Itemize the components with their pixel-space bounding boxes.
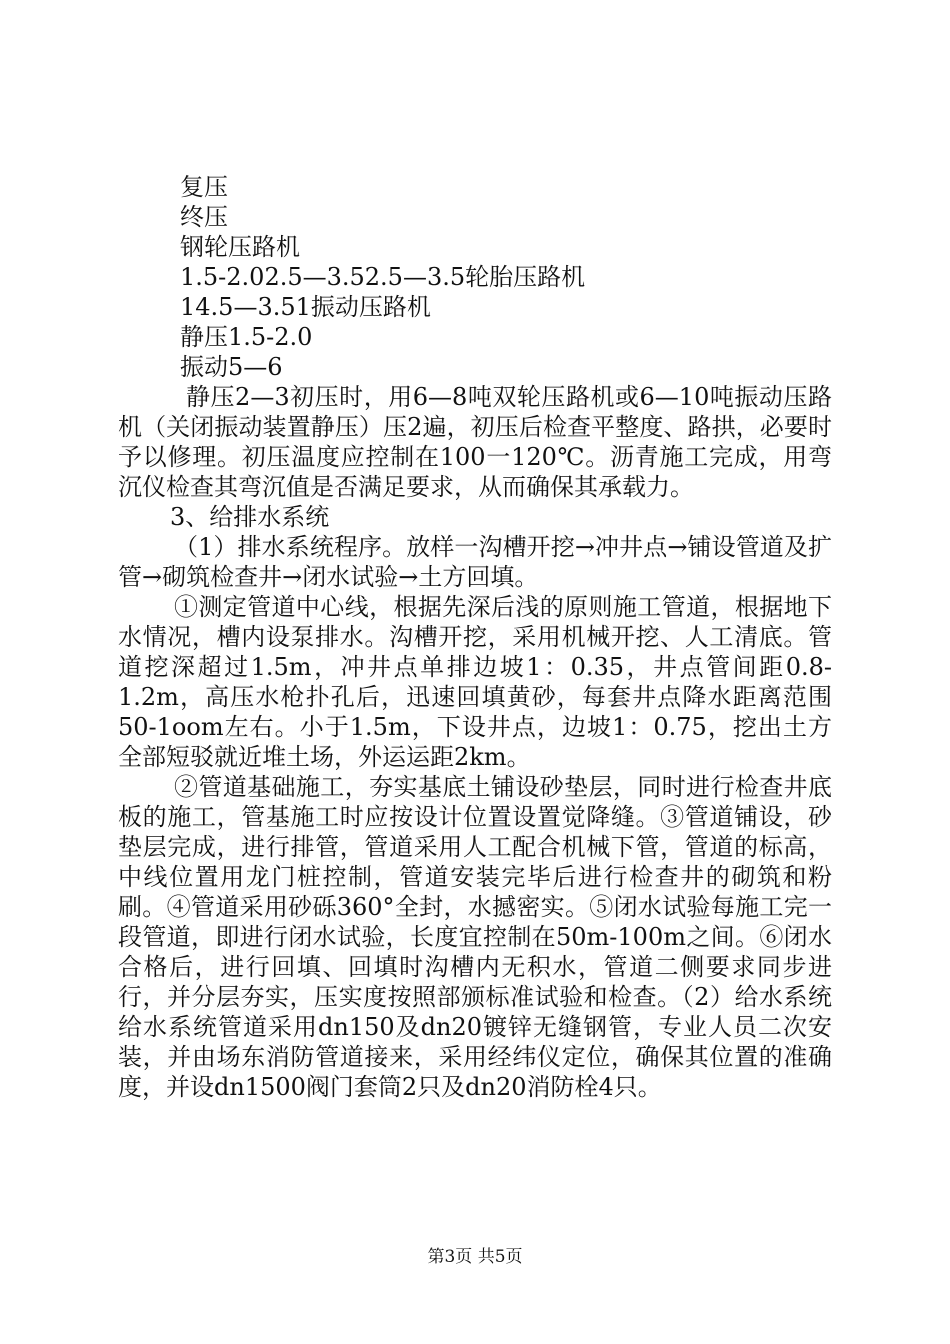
- section-heading-water-system: 3、给排水系统: [170, 503, 330, 531]
- table-line-fuya: 复压: [180, 173, 228, 201]
- table-line-vibration: 振动5—6: [180, 353, 283, 381]
- table-line-vibratory-roller: 14.5—3.51振动压路机: [180, 293, 431, 321]
- document-body: [118, 172, 832, 1102]
- paragraph-drainage-procedure: （1）排水系统程序。放样一沟槽开挖→冲井点→铺设管道及扩管→砌筑检查井→闭水试验→土方回填。: [118, 533, 832, 591]
- table-line-tire-roller: 1.5-2.02.5—3.52.5—3.5轮胎压路机: [180, 263, 586, 291]
- table-line-gangluen: 钢轮压路机: [180, 233, 300, 261]
- paragraph-pipeline-foundation: ②管道基础施工，夯实基底土铺设砂垫层，同时进行检查井底板的施工，管基施工时应按设计位置设置觉降缝。③管道铺设，砂垫层完成，进行排管，管道采用人工配合机械下管，管道的标高，中线位置用龙门桩控制，管道安装完毕后进行检查井的砌筑和粉刷。④管道采用砂砾360°全封，水撼密实。⑤闭水试验每施工完一段管道，即进行闭水试验，长度宜控制在50m-100m之间。⑥闭水合格后，进行回填、回填时沟槽内无积水，管道二侧要求同步进行，并分层夯实，压实度按照部颁标准试验和检查。（2）给水系统给水系统管道采用dn150及dn20镀锌无缝钢管，专业人员二次安装，并由场东消防管道接来，采用经纬仪定位，确保其位置的准确度，并设dn1500阀门套筒2只及dn20消防栓4只。: [118, 773, 832, 1101]
- paragraph-initial-compaction: 静压2—3初压时，用6—8吨双轮压路机或6—10吨振动压路机（关闭振动装置静压）压2遍，初压后检查平整度、路拱，必要时予以修理。初压温度应控制在100一120℃。沥青施工完成，用弯沉仪检查其弯沉值是否满足要求，从而确保其承载力。: [118, 383, 832, 501]
- table-line-zhongya: 终压: [180, 203, 228, 231]
- paragraph-pipeline-centerline: ①测定管道中心线，根据先深后浅的原则施工管道，根据地下水情况，槽内设泵排水。沟槽开挖，采用机械开挖、人工清底。管道挖深超过1.5m，冲井点单排边坡1：0.35，井点管间距0.8-1.2m，高压水枪扑孔后，迅速回填黄砂，每套井点降水距离范围50-1oom左右。小于1.5m，下设井点，边坡1：0.75，挖出土方全部短驳就近堆土场，外运运距2km。: [118, 593, 832, 771]
- table-line-static: 静压1.5-2.0: [180, 323, 313, 351]
- page-number-footer: 第3页 共5页: [427, 1247, 523, 1267]
